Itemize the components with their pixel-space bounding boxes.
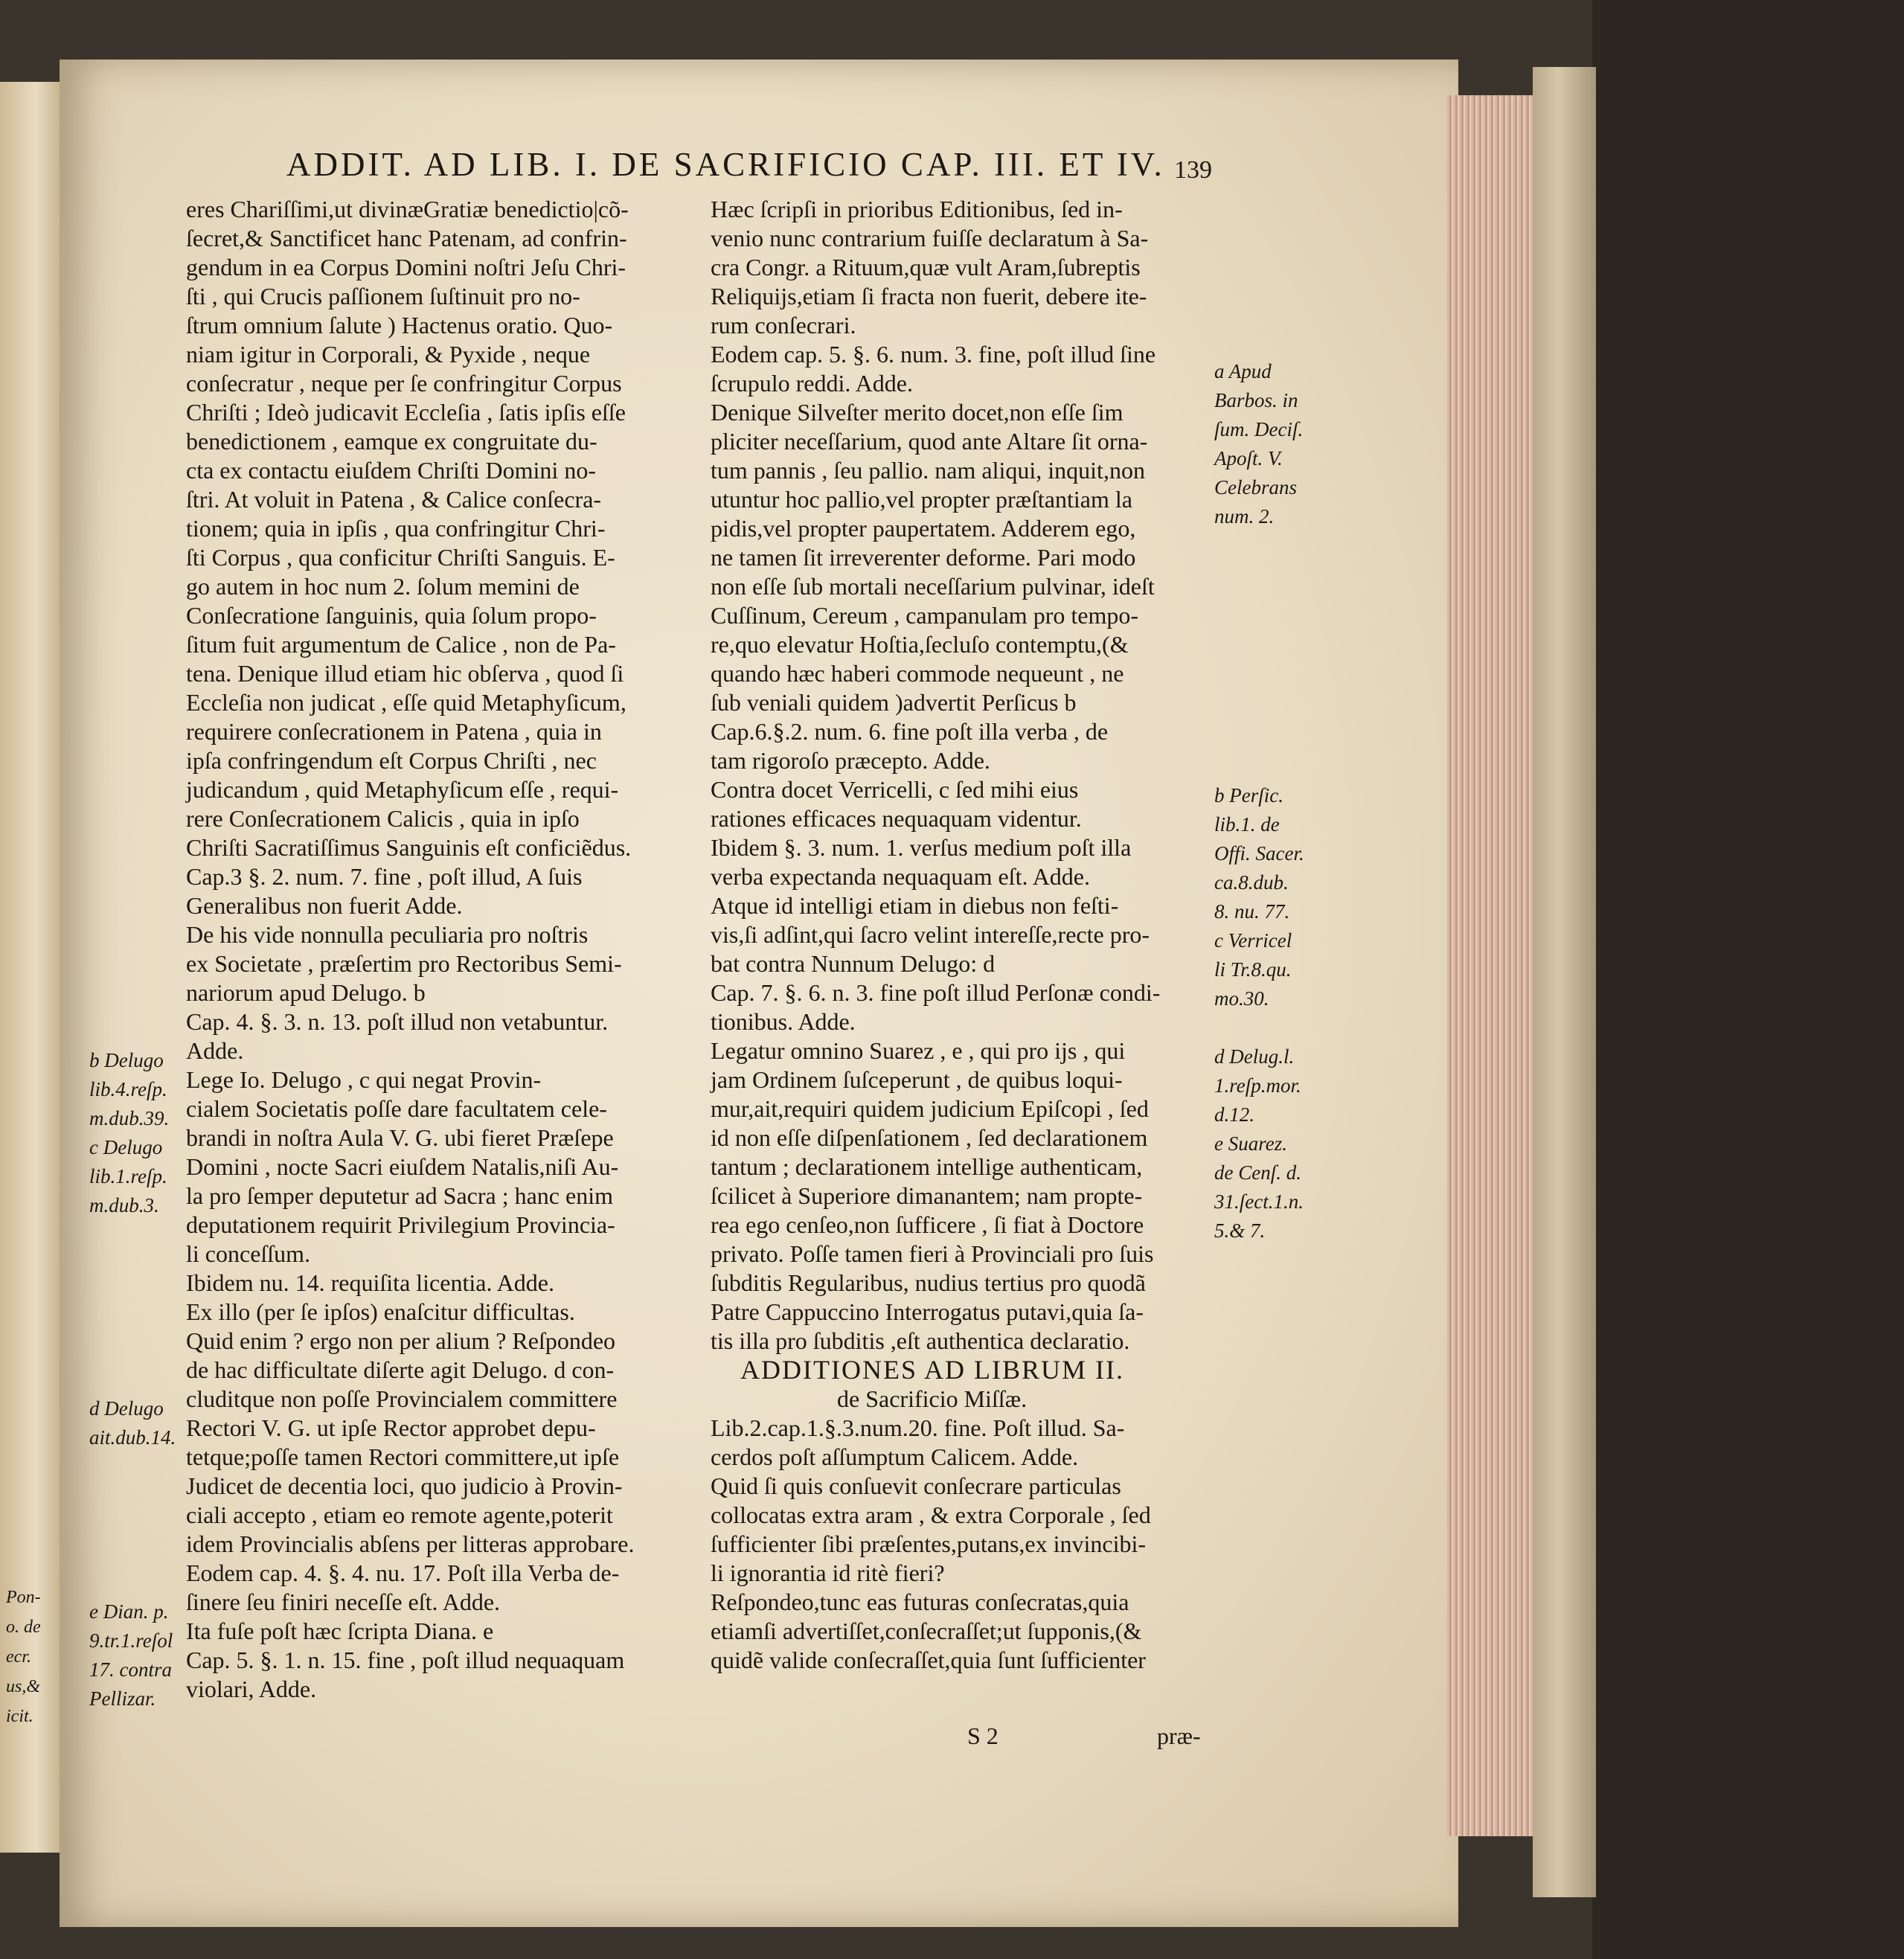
text-line: deputationem requirit Privilegium Provincia- <box>186 1211 615 1238</box>
margin-note: 9.tr.1.reſol <box>89 1629 173 1652</box>
text-line: rea ego cenſeo,non ſufficere , ſi fiat à Doctore <box>711 1211 1144 1238</box>
text-line: Eccleſia non judicat , eſſe quid Metaphyſicum, <box>186 689 626 716</box>
text-line: Generalibus non fuerit Adde. <box>186 892 463 919</box>
text-line: quando hæc haberi commode nequeunt , ne <box>711 660 1124 687</box>
margin-note: lib.4.reſp. <box>89 1078 167 1100</box>
margin-note: b Perſic. <box>1214 784 1283 807</box>
margin-note: c Delugo <box>89 1136 163 1158</box>
margin-note: d.12. <box>1214 1103 1254 1126</box>
margin-note: e Suarez. <box>1214 1132 1287 1155</box>
text-line: id non eſſe diſpenſationem , ſed declarationem <box>711 1124 1148 1151</box>
text-line: Lib.2.cap.1.§.3.num.20. fine. Poſt illud. Sa- <box>711 1414 1125 1441</box>
text-line: cerdos poſt aſſumptum Calicem. Adde. <box>711 1443 1079 1470</box>
text-line: vis,ſi adſint,qui ſacro velint intereſſe,recte pro- <box>711 921 1150 948</box>
text-line: Conſecratione ſanguinis, quia ſolum propo- <box>186 602 597 629</box>
margin-note: 8. nu. 77. <box>1214 900 1290 923</box>
text-line: ſtri. At voluit in Patena , & Calice conſecra- <box>186 486 602 513</box>
text-line: Quid enim ? ergo non per alium ? Reſpondeo <box>186 1327 616 1354</box>
text-line: conſecratur , neque per ſe confringitur Corpus <box>186 370 622 397</box>
text-line: la pro ſemper deputetur ad Sacra ; hanc enim <box>186 1182 613 1209</box>
margin-note: de Cenſ. d. <box>1214 1161 1301 1184</box>
text-line: bat contra Nunnum Delugo: d <box>711 950 996 977</box>
text-line: Chriſti Sacratiſſimus Sanguinis eſt conficiẽdus. <box>186 834 632 861</box>
margin-note: Barbos. in <box>1214 389 1298 411</box>
text-line: Chriſti ; Ideò judicavit Eccleſia , ſatis ipſis eſſe <box>186 399 626 426</box>
text-line: tionem; quia in ipſis , qua confringitur Chri- <box>186 515 606 542</box>
text-line: ſti , qui Crucis paſſionem ſuſtinuit pro no- <box>186 283 580 310</box>
text-line: violari, Adde. <box>186 1676 317 1702</box>
text-line: ſti Corpus , qua conficitur Chriſti Sanguis. E- <box>186 544 615 571</box>
text-line: ſufficienter ſibi præſentes,putans,ex invincibi- <box>711 1530 1147 1557</box>
margin-note: d Delugo <box>89 1397 164 1420</box>
text-line: ne tamen ſit irreverenter deforme. Pari modo <box>711 544 1136 571</box>
text-line: collocatas extra aram , & extra Corporale , ſed <box>711 1501 1151 1528</box>
text-line: ſubditis Regularibus, nudius tertius pro quodã <box>711 1269 1146 1296</box>
book-cover <box>1533 67 1596 1897</box>
page-number: 139 <box>1174 156 1212 184</box>
margin-note: Offi. Sacer. <box>1214 842 1304 865</box>
text-line: benedictionem , eamque ex congruitate du- <box>186 428 597 455</box>
margin-note: Pellizar. <box>89 1687 156 1710</box>
text-line: ſcrupulo reddi. Adde. <box>711 370 913 397</box>
text-line: go autem in hoc num 2. ſolum memini de <box>186 573 580 600</box>
margin-note: 1.reſp.mor. <box>1214 1074 1301 1097</box>
text-line: gendum in ea Corpus Domini noſtri Jeſu Chri- <box>186 254 626 280</box>
far-left-fragment: ecr. <box>6 1647 31 1667</box>
margin-note: li Tr.8.qu. <box>1214 958 1292 981</box>
text-line: ſub veniali quidem )advertit Perſicus b <box>711 689 1077 716</box>
text-line: mur,ait,requiri quidem judicium Epiſcopi , ſed <box>711 1095 1149 1122</box>
text-line: tum pannis , ſeu pallio. nam aliqui, inquit,non <box>711 457 1145 484</box>
text-line: Lege Io. Delugo , c qui negat Provin- <box>186 1066 542 1093</box>
text-line: De his vide nonnulla peculiaria pro noſtris <box>186 921 589 948</box>
margin-note: e Dian. p. <box>89 1600 169 1623</box>
text-line: ex Societate , præſertim pro Rectoribus Semi- <box>186 950 622 977</box>
text-line: jam Ordinem ſuſceperunt , de quibus loqui- <box>711 1066 1123 1093</box>
text-line: ipſa confringendum eſt Corpus Chriſti , nec <box>186 747 597 774</box>
text-line: cta ex contactu eiuſdem Chriſti Domini no- <box>186 457 596 484</box>
text-line: Cap.3 §. 2. num. 7. fine , poſt illud, A ſuis <box>186 863 583 890</box>
margin-note: mo.30. <box>1214 987 1269 1010</box>
text-line: brandi in noſtra Aula V. G. ubi fieret Præſepe <box>186 1124 614 1151</box>
text-line: ADDITIONES AD LIBRUM II. <box>740 1355 1124 1385</box>
text-line: Judicet de decentia loci, quo judicio à Provin- <box>186 1472 623 1499</box>
text-line: non eſſe ſub mortali neceſſarium pulvinar, ideſt <box>711 573 1155 600</box>
right-text-column <box>711 195 1202 1675</box>
text-line: pidis,vel propter paupertatem. Adderem ego, <box>711 515 1136 542</box>
margin-note: ca.8.dub. <box>1214 871 1289 894</box>
left-text-column <box>186 195 677 1704</box>
margin-note: 31.ſect.1.n. <box>1214 1190 1304 1213</box>
text-line: Cap. 7. §. 6. n. 3. fine poſt illud Perſonæ condi- <box>711 979 1161 1006</box>
text-line: tetque;poſſe tamen Rectori committere,ut ipſe <box>186 1443 620 1470</box>
text-line: verba expectanda nequaquam eſt. Adde. <box>711 863 1090 890</box>
text-line: Cuſſinum, Cereum , campanulam pro tempo- <box>711 602 1138 629</box>
text-line: niam igitur in Corporali, & Pyxide , neque <box>186 341 591 368</box>
text-line: cialem Societatis poſſe dare facultatem cele- <box>186 1095 607 1122</box>
text-line: Reliquijs,etiam ſi fracta non fuerit, debere ite- <box>711 283 1147 310</box>
text-line: judicandum , quid Metaphyſicum eſſe , requi- <box>186 776 619 803</box>
text-line: quidẽ valide conſecraſſet,quia ſunt ſufficienter <box>711 1647 1146 1673</box>
text-line: Legatur omnino Suarez , e , qui pro ijs , qui <box>711 1037 1126 1064</box>
text-line: Quid ſi quis conſuevit conſecrare particulas <box>711 1472 1121 1499</box>
text-line: ſinere ſeu finiri neceſſe eſt. Adde. <box>186 1588 501 1615</box>
far-left-fragment: Pon- <box>6 1588 41 1607</box>
margin-note: m.dub.3. <box>89 1194 159 1216</box>
signature-mark: S 2 <box>967 1722 999 1749</box>
text-line: tam rigoroſo præcepto. Adde. <box>711 747 990 774</box>
text-line: de hac difficultate diſerte agit Delugo. d con- <box>186 1356 615 1383</box>
text-line: tionibus. Adde. <box>711 1008 856 1035</box>
far-left-fragment: o. de <box>6 1617 41 1637</box>
text-line: tis illa pro ſubditis ,eſt authentica declaratio. <box>711 1327 1130 1354</box>
margin-note: lib.1.reſp. <box>89 1165 167 1187</box>
margin-note: Celebrans <box>1214 476 1297 498</box>
text-line: Denique Silveſter merito docet,non eſſe ſim <box>711 399 1124 426</box>
text-line: rationes efficaces nequaquam videntur. <box>711 805 1082 832</box>
text-line: tena. Denique illud etiam hic obſerva , quod ſi <box>186 660 624 687</box>
text-line: Atque id intelligi etiam in diebus non feſti- <box>711 892 1119 919</box>
text-line: Hæc ſcripſi in prioribus Editionibus, ſed in- <box>711 196 1123 222</box>
text-line: requirere conſecrationem in Patena , quia in <box>186 718 602 745</box>
margin-note: 5.& 7. <box>1214 1219 1266 1242</box>
text-line: etiamſi advertiſſet,conſecraſſet;ut ſupponis,(& <box>711 1617 1142 1644</box>
catchword: præ- <box>1157 1722 1201 1749</box>
far-left-fragment: us,& <box>6 1677 41 1696</box>
text-line: li ignorantia id ritè fieri? <box>711 1559 945 1586</box>
text-line: privato. Poſſe tamen fieri à Provinciali pro ſuis <box>711 1240 1154 1267</box>
text-line: rere Conſecrationem Calicis , quia in ipſo <box>186 805 580 832</box>
text-line: Cap. 4. §. 3. n. 13. poſt illud non vetabuntur. <box>186 1008 609 1035</box>
facing-page-edge <box>0 82 60 1853</box>
margin-note: lib.1. de <box>1214 813 1280 836</box>
text-line: Cap. 5. §. 1. n. 15. fine , poſt illud nequaquam <box>186 1647 625 1673</box>
text-line: Ita fuſe poſt hæc ſcripta Diana. e <box>186 1617 494 1644</box>
text-line: cluditque non poſſe Provincialem committere <box>186 1385 618 1412</box>
text-line: ciali accepto , etiam eo remote agente,poterit <box>186 1501 613 1528</box>
margin-note: a Apud <box>1214 360 1272 382</box>
text-line: Adde. <box>186 1037 244 1064</box>
text-line: re,quo elevatur Hoſtia,ſecluſo contemptu,(& <box>711 631 1129 658</box>
margin-note: c Verricel <box>1214 929 1292 952</box>
margin-note: ſum. Deciſ. <box>1214 418 1304 440</box>
text-line: ſitum fuit argumentum de Calice , non de Pa- <box>186 631 616 658</box>
text-line: ſtrum omnium ſalute ) Hactenus oratio. Quo- <box>186 312 613 339</box>
margin-note: Apoſt. V. <box>1214 447 1283 469</box>
margin-note: d Delug.l. <box>1214 1045 1295 1068</box>
text-line: Ibidem §. 3. num. 1. verſus medium poſt illa <box>711 834 1132 861</box>
margin-note: b Delugo <box>89 1049 164 1071</box>
running-title: ADDIT. AD LIB. I. DE SACRIFICIO CAP. III. ET IV. <box>286 146 1165 183</box>
text-line: ſecret,& Sanctificet hanc Patenam, ad confrin- <box>186 225 627 251</box>
margin-note: ait.dub.14. <box>89 1426 176 1449</box>
text-line: ſcilicet à Superiore dimanantem; nam propte- <box>711 1182 1143 1209</box>
margin-note: 17. contra <box>89 1658 172 1681</box>
text-line: Patre Cappuccino Interrogatus putavi,quia ſa- <box>711 1298 1144 1325</box>
text-line: tantum ; declarationem intellige authenticam, <box>711 1153 1143 1180</box>
margin-note: m.dub.39. <box>89 1107 170 1129</box>
text-line: utuntur hoc pallio,vel propter præſtantiam la <box>711 486 1132 513</box>
text-line: li conceſſum. <box>186 1240 311 1267</box>
text-line: de Sacrificio Miſſæ. <box>837 1385 1028 1412</box>
text-line: rum conſecrari. <box>711 312 856 339</box>
text-line: Cap.6.§.2. num. 6. fine poſt illa verba , de <box>711 718 1109 745</box>
text-line: Contra docet Verricelli, c ſed mihi eius <box>711 776 1079 803</box>
text-line: Eodem cap. 4. §. 4. nu. 17. Poſt illa Verba de- <box>186 1559 620 1586</box>
text-line: eres Chariſſimi,ut divinæGratiæ benedictio|cõ- <box>186 196 629 222</box>
margin-note: num. 2. <box>1214 505 1275 528</box>
text-line: Ibidem nu. 14. requiſita licentia. Adde. <box>186 1269 554 1296</box>
text-line: Rectori V. G. ut ipſe Rector approbet depu- <box>186 1414 596 1441</box>
text-line: pliciter neceſſarium, quod ante Altare ſit orna- <box>711 428 1148 455</box>
text-line: cra Congr. a Rituum,quæ vult Aram,ſubreptis <box>711 254 1141 280</box>
text-line: Eodem cap. 5. §. 6. num. 3. fine, poſt illud ſine <box>711 341 1156 368</box>
text-line: idem Provincialis abſens per litteras approbare. <box>186 1530 635 1557</box>
page-edges <box>1447 95 1536 1836</box>
text-line: Reſpondeo,tunc eas futuras conſecratas,quia <box>711 1588 1129 1615</box>
text-line: Ex illo (per ſe ipſos) enaſcitur difficultas. <box>186 1298 575 1325</box>
far-left-fragment: icit. <box>6 1707 33 1726</box>
text-line: venio nunc contrarium fuiſſe declaratum à Sa- <box>711 225 1149 251</box>
text-line: Domini , nocte Sacri eiuſdem Natalis,niſi Au- <box>186 1153 619 1180</box>
text-line: nariorum apud Delugo. b <box>186 979 426 1006</box>
